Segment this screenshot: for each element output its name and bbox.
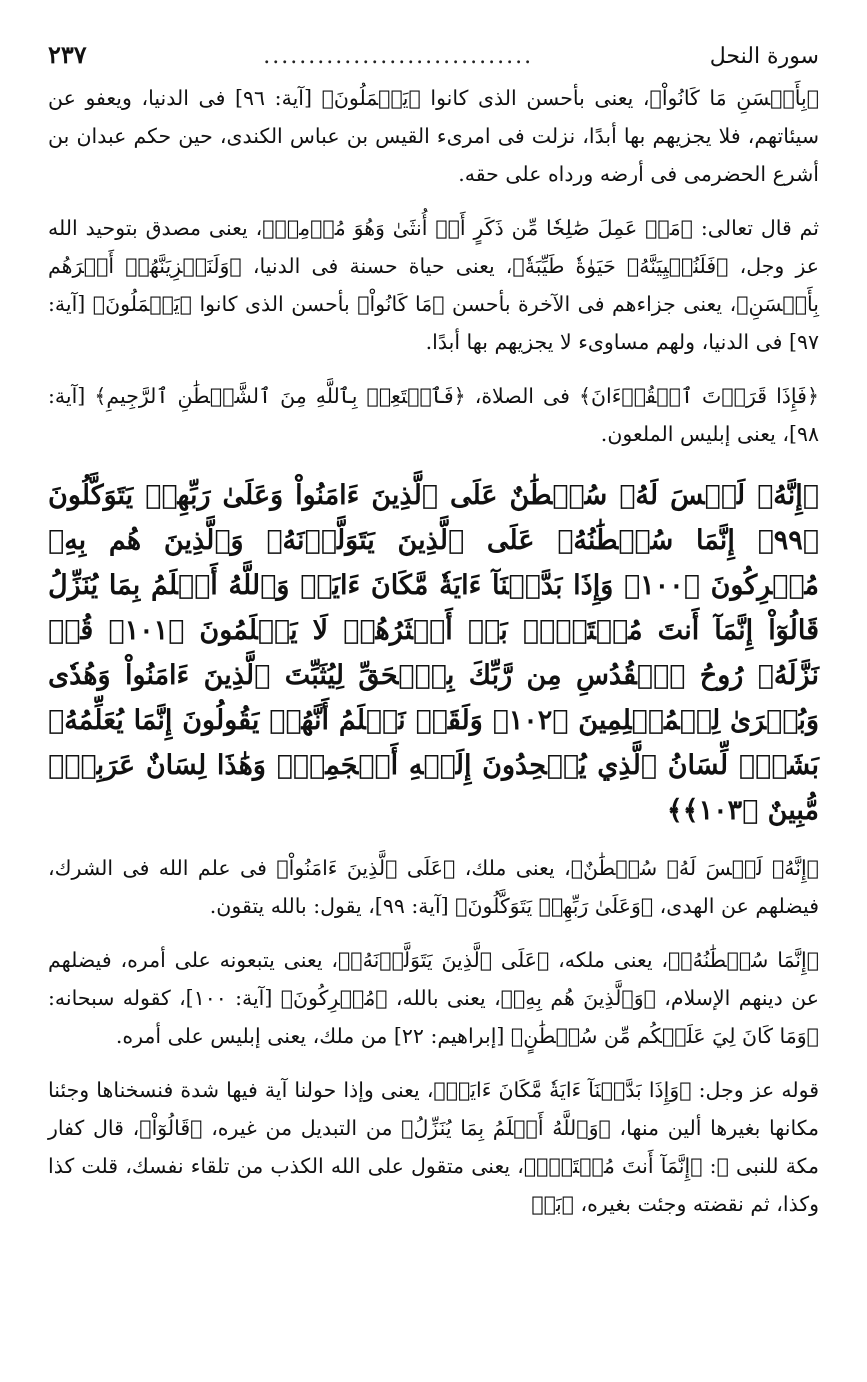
tafsir-intro [48, 79, 819, 453]
commentary-2: ﴿إِنَّمَا سُلۡطَٰنُهُۥ﴾، يعنى ملكه، ﴿عَلَى ٱلَّذِينَ يَتَوَلَّوۡنَهُۥ﴾، يعنى يتبعونه على أمره، فيضلهم عن دينهم الإسلام، ﴿وَٱلَّذِينَ هُم بِهِۦ﴾، يعنى بالله، ﴿مُشۡرِكُونَ﴾ [آية: ١٠٠]، كقوله سبحانه: ﴿وَمَا كَانَ لِيَ عَلَيۡكُم مِّن سُلۡطَٰنٍ﴾ [إبراهيم: ٢٢] من ملك، يعنى إبليس على أمره. [48, 948, 819, 1048]
header-dot-leader: .............................. [263, 44, 534, 69]
commentary-3: قوله عز وجل: ﴿وَإِذَا بَدَّلۡنَآ ءَايَةٗ مَّكَانَ ءَايَةٖ﴾، يعنى وإذا حولنا آية فيها شدة فنسخناها وجئنا مكانها بغيرها ألين منها، ﴿وَٱللَّهُ أَعۡلَمُ بِمَا يُنَزِّلُ﴾ من التبديل من غيره، ﴿قَالُوٓاْ﴾، قال كفار مكة للنبى ﷺ: ﴿إِنَّمَآ أَنتَ مُفۡتَرِۭ﴾، يعنى متقول على الله الكذب من تلقاء نفسك، قلت كذا وكذا، ثم نقضته وجئت بغيره، ﴿بَلۡ [48, 1078, 819, 1216]
page-number: ٢٣٧ [48, 40, 87, 69]
commentary-1: ﴿إِنَّهُۥ لَيۡسَ لَهُۥ سُلۡطَٰنٌ﴾، يعنى ملك، ﴿عَلَى ٱلَّذِينَ ءَامَنُواْ﴾ فى علم الله فى الشرك، فيضلهم عن الهدى، ﴿وَعَلَىٰ رَبِّهِمۡ يَتَوَكَّلُونَ﴾ [آية: ٩٩]، يقول: بالله يتقون. [48, 856, 819, 918]
running-header [48, 40, 819, 69]
tafsir-commentary [48, 849, 819, 1223]
paragraph-3: ﴿فَإِذَا قَرَأۡتَ ٱلۡقُرۡءَانَ﴾ فى الصلاة، ﴿فَٱسۡتَعِذۡ بِٱللَّهِ مِنَ ٱلشَّيۡطَٰنِ ٱلرَّجِيمِ﴾ [آية: ٩٨]، يعنى إبليس الملعون. [48, 384, 819, 446]
paragraph-2: ثم قال تعالى: ﴿مَنۡ عَمِلَ صَٰلِحٗا مِّن ذَكَرٍ أَوۡ أُنثَىٰ وَهُوَ مُؤۡمِنٞ﴾، يعنى مصدق بتوحيد الله عز وجل، ﴿فَلَنُحۡيِيَنَّهُۥ حَيَوٰةٗ طَيِّبَةٗ﴾، يعنى حياة حسنة فى الدنيا، ﴿وَلَنَجۡزِيَنَّهُمۡ أَجۡرَهُم بِأَحۡسَنِ﴾، يعنى جزاءهم فى الآخرة بأحسن ﴿مَا كَانُواْ﴾ بأحسن الذى كانوا ﴿يَعۡمَلُونَ﴾ [آية: ٩٧] فى الدنيا، ولهم مساوىء لا يجزيهم بها أبدًا. [48, 216, 819, 354]
quran-verses-block: ﴿إِنَّهُۥ لَيۡسَ لَهُۥ سُلۡطَٰنٌ عَلَى ٱلَّذِينَ ءَامَنُواْ وَعَلَىٰ رَبِّهِمۡ يَتَوَكَّلُونَ ﴿٩٩﴾ إِنَّمَا سُلۡطَٰنُهُۥ عَلَى ٱلَّذِينَ يَتَوَلَّوۡنَهُۥ وَٱلَّذِينَ هُم بِهِۦ مُشۡرِكُونَ ﴿١٠٠﴾ وَإِذَا بَدَّلۡنَآ ءَايَةٗ مَّكَانَ ءَايَةٖ وَٱللَّهُ أَعۡلَمُ بِمَا يُنَزِّلُ قَالُوٓاْ إِنَّمَآ أَنتَ مُفۡتَرِۭۚ بَلۡ أَكۡثَرُهُمۡ لَا يَعۡلَمُونَ ﴿١٠١﴾ قُلۡ نَزَّلَهُۥ رُوحُ ٱلۡقُدُسِ مِن رَّبِّكَ بِٱلۡحَقِّ لِيُثَبِّتَ ٱلَّذِينَ ءَامَنُواْ وَهُدٗى وَبُشۡرَىٰ لِلۡمُسۡلِمِينَ ﴿١٠٢﴾ وَلَقَدۡ نَعۡلَمُ أَنَّهُمۡ يَقُولُونَ إِنَّمَا يُعَلِّمُهُۥ بَشَرٞۗ لِّسَانُ ٱلَّذِي يُلۡحِدُونَ إِلَيۡهِ أَعۡجَمِيّٞ وَهَٰذَا لِسَانٌ عَرَبِيّٞ مُّبِينٌ ﴿١٠٣﴾﴾ [48, 480, 820, 826]
paragraph-1: ﴿بِأَحۡسَنِ مَا كَانُواْ﴾، يعنى بأحسن الذى كانوا ﴿يَعۡمَلُونَ﴾ [آية: ٩٦] فى الدنيا، ويعفو عن سيئاتهم، فلا يجزيهم بها أبدًا، نزلت فى امرىء القيس بن عباس الكندى، حين حكم عبدان بن أشرع الحضرمى فى أرضه ورداه على حقه. [48, 86, 819, 186]
surah-title: سورة النحل [709, 44, 819, 69]
